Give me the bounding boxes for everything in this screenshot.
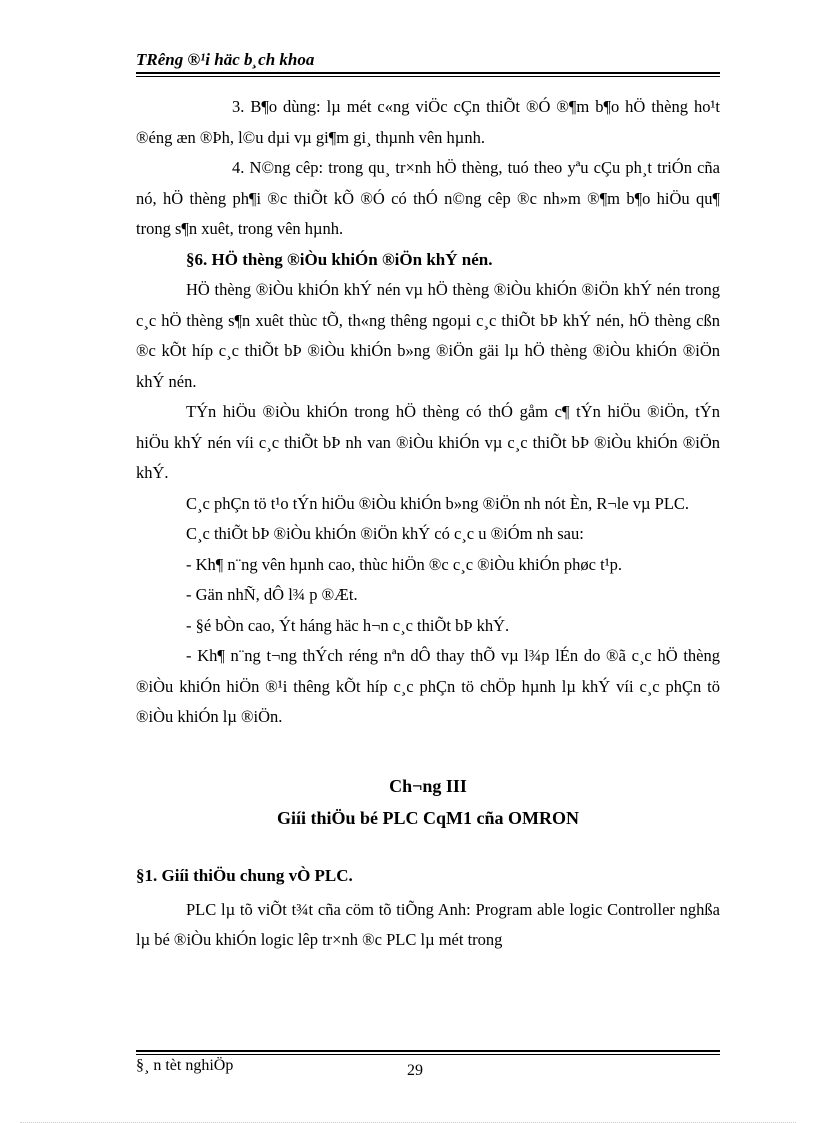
paragraph-upgrade: 4. N©ng cêp: trong qu¸ tr×nh hÖ thèng, tuó theo yªu cÇu ph¸t triÓn cña nó, hÖ thèng ph¶i ®c thiÕt kÕ ®Ó có thÓ n©ng cêp ®c nh»m ®¶m b¶o hiÖu qu¶ trong s¶n xuêt, trong vên hµnh.	[136, 158, 720, 238]
paragraph-control-signals: TÝn hiÖu ®iÒu khiÓn trong hÖ thèng có thÓ gåm c¶ tÝn hiÖu ®iÖn, tÝn hiÖu khÝ nén víi c¸c thiÕt bÞ nh van ®iÒu khiÓn vµ c¸c thiÕt bÞ ®iÒu khiÓn ®iÖn khÝ.	[136, 402, 720, 482]
paragraph-maintenance: 3. B¶o dùng: lµ mét c«ng viÖc cÇn thiÕt ®Ó ®¶m b¶o hÖ thèng ho¹t ®éng æn ®Þh, l©u dµi vµ gi¶m gi¸ thµnh vên hµnh.	[136, 97, 720, 147]
bullet-capability: - Kh¶ n¨ng vên hµnh cao, thùc hiÖn ®c c¸c ®iÒu khiÓn phøc t¹p.	[186, 554, 623, 574]
footer-label: §¸ n tèt nghiÖp	[136, 1057, 234, 1074]
paragraph-plc-definition: PLC lµ tõ viÕt t¾t cña cöm tõ tiÕng Anh: Program able logic Controller nghßa lµ bé ®iÒu khiÓn logic lêp tr×nh ®c PLC lµ mét trong	[136, 899, 720, 949]
section-6-heading: §6. HÖ thèng ®iÒu khiÓn ®iÖn khÝ nén.	[186, 249, 493, 269]
chapter-number: Ch¬ng III	[389, 775, 467, 796]
paragraph-signal-elements: C¸c phÇn tö t¹o tÝn hiÖu ®iÒu khiÓn b»ng ®iÖn nh nót Èn, R¬le vµ PLC.	[186, 493, 690, 513]
header-rule-thin	[136, 76, 720, 77]
bullet-durability: - §é bÒn cao, Ýt háng häc h¬n c¸c thiÕt bÞ khÝ.	[186, 615, 510, 635]
header-rule-thick	[136, 72, 720, 74]
page-number: 29	[407, 1062, 423, 1079]
footer-rule-thick	[136, 1050, 720, 1052]
paragraph-advantages-intro: C¸c thiÕt bÞ ®iÒu khiÓn ®iÖn khÝ có c¸c u ®iÓm nh sau:	[186, 524, 584, 543]
bullet-compact: - Gän nhÑ, dÔ l¾ p ®Æt.	[186, 585, 358, 604]
header-title: TRêng ®¹i häc b¸ch khoa	[136, 50, 315, 69]
paragraph-electro-pneumatic: HÖ thèng ®iÒu khiÓn khÝ nén vµ hÖ thèng ®iÒu khiÓn ®iÖn khÝ nén trong c¸c hÖ thèng s¶n xuêt thùc tÕ, th«ng thêng ngoµi c¸c thiÕt bÞ khÝ nén, hÖ thèng cßn ®c kÕt híp c¸c thiÕt bÞ ®iÒu khiÓn b»ng ®iÖn gäi lµ hÖ thèng ®iÒu khiÓn ®iÖn khÝ nén.	[136, 280, 720, 391]
bullet-compatibility: - Kh¶ n¨ng t¬ng thÝch réng nªn dÔ thay thÕ vµ l¾p lÉn do ®ã c¸c hÖ thèng ®iÒu khiÓn hiÖn ®¹i thêng kÕt híp c¸c phÇn tö chÖp hµnh lµ khÝ víi c¸c phÇn tö ®iÒu khiÓn lµ ®iÖn.	[136, 646, 720, 726]
page-header	[136, 50, 720, 70]
section-1-heading: §1. Giíi thiÖu chung vÒ PLC.	[136, 865, 353, 885]
chapter-title: Giíi thiÖu bé PLC CqM1 cña OMRON	[276, 807, 579, 828]
footer-rule-thin	[136, 1054, 720, 1055]
document-body	[136, 92, 720, 956]
